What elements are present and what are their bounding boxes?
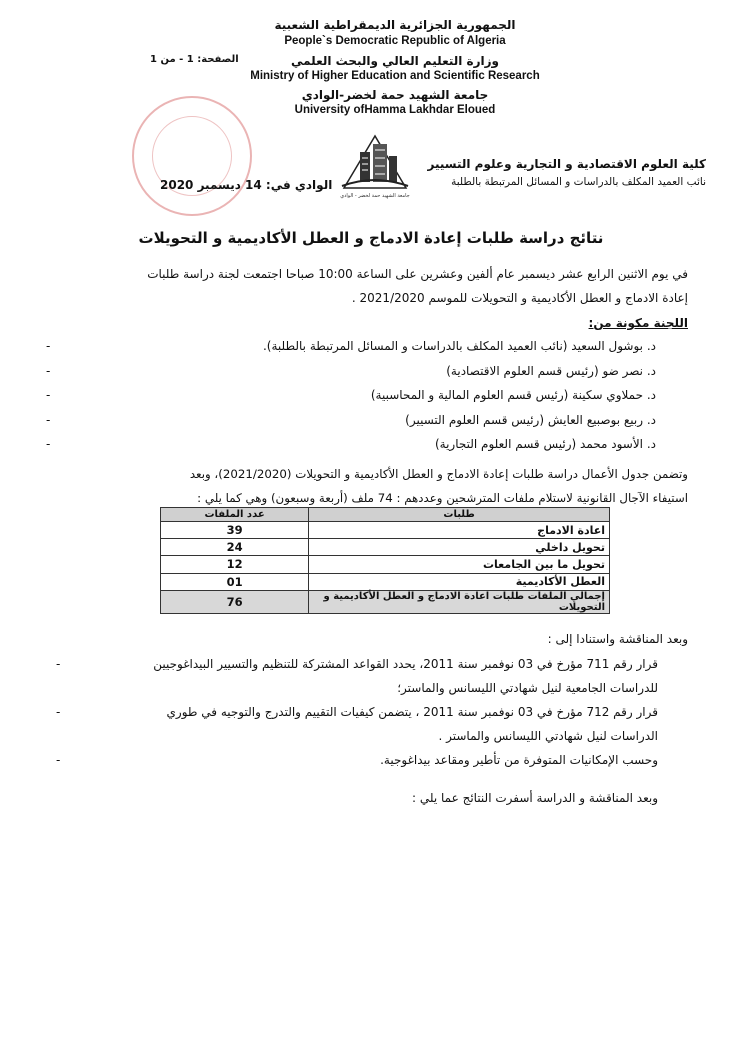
list-item [56, 748, 688, 770]
date-line: الوادي في: 14 ديسمبر 2020 [160, 178, 333, 192]
table-row [161, 539, 610, 556]
table-total-row [161, 590, 610, 613]
list-dash: - [46, 339, 51, 353]
ministry-english: Ministry of Higher Education and Scientific Research [250, 70, 540, 82]
intro-line-1: في يوم الاثنين الرابع عشر ديسمبر عام ألفين وعشرين على الساعة 10:00 صباحا اجتمعت لجنة دراسة طلبات [147, 267, 688, 281]
total-count: 76 [161, 590, 309, 613]
reference-line-2: للدراسات الجامعية لنيل شهادتي الليسانس والماستر؛ [397, 681, 658, 695]
agenda-paragraph [56, 462, 688, 510]
request-name: تحويل داخلي [309, 539, 610, 556]
university-logo [338, 130, 412, 192]
total-label: إجمالي الملفات طلبات اعادة الادماج و العطل الأكاديمية و التحويلات [309, 590, 610, 613]
list-dash: - [46, 363, 51, 378]
ministry-arabic: وزارة التعليم العالي والبحث العلمي [290, 54, 500, 68]
university-arabic: جامعة الشهيد حمة لخضر-الوادي [301, 88, 489, 102]
request-count: 24 [161, 539, 309, 556]
vice-dean-title: نائب العميد المكلف بالدراسات و المسائل المرتبطة بالطلبة [451, 176, 706, 188]
list-dash: - [56, 657, 61, 671]
col-count-header: عدد الملفات [161, 508, 309, 522]
page-number: الصفحة: 1 - من 1 [150, 54, 239, 65]
intro-line-2: إعادة الادماج و العطل الأكاديمية و التحويلات للموسم 2021/2020 . [351, 291, 688, 305]
list-item: د. حملاوي سكينة (رئيس قسم العلوم المالية و المحاسبية) - [76, 383, 656, 408]
request-count: 12 [161, 556, 309, 573]
list-dash: - [46, 412, 51, 427]
request-name: تحويل ما بين الجامعات [309, 556, 610, 573]
list-item [56, 700, 688, 748]
table-row [161, 573, 610, 590]
request-name: اعادة الادماج [309, 522, 610, 539]
list-item: د. ربيع بوصبيع العايش (رئيس قسم العلوم التسيير) - [76, 408, 656, 433]
intro-paragraph [56, 262, 688, 310]
document-title: نتائج دراسة طلبات إعادة الادماج و العطل الأكاديمية و التحويلات [138, 229, 604, 247]
request-name: العطل الأكاديمية [309, 573, 610, 590]
agenda-line-1: وتضمن جدول الأعمال دراسة طلبات إعادة الادماج و العطل الأكاديمية و التحويلات (2021/2020)، وبعد [189, 467, 688, 481]
files-table [160, 507, 610, 614]
republic-english: People`s Democratic Republic of Algeria [284, 35, 506, 47]
list-item: د. نصر ضو (رئيس قسم العلوم الاقتصادية) - [76, 359, 656, 384]
university-english: University ofHamma Lakhdar Eloued [294, 104, 496, 116]
request-count: 01 [161, 573, 309, 590]
reference-line-1: قرار رقم 711 مؤرخ في 03 نوفمبر سنة 2011، يحدد القواعد المشتركة للتنظيم والتسيير البيداغوجيين [153, 657, 658, 671]
list-item [56, 652, 688, 700]
table-row [161, 556, 610, 573]
list-dash: - [46, 388, 51, 402]
list-dash: - [56, 705, 61, 719]
logo-caption: جامعة الشهيد حمة لخضر - الوادي [340, 193, 410, 199]
official-stamp [132, 96, 252, 216]
final-line: وبعد المناقشة و الدراسة أسفرت النتائج عما يلي : [412, 791, 658, 805]
reference-line-1: وحسب الإمكانيات المتوفرة من تأطير ومقاعد بيداغوجية. [380, 753, 658, 767]
list-dash: - [56, 753, 61, 767]
faculty-block [406, 157, 706, 188]
col-requests-header: طلبات [309, 508, 610, 522]
list-item: د. الأسود محمد (رئيس قسم العلوم التجارية) - [76, 432, 656, 457]
faculty-name: كلية العلوم الاقتصادية و التجارية وعلوم التسيير [427, 157, 706, 171]
republic-arabic: الجمهورية الجزائرية الديمقراطية الشعبية [274, 18, 516, 32]
list-dash: - [46, 437, 51, 451]
committee-heading: اللجنة مكونة من: [588, 316, 688, 330]
request-count: 39 [161, 522, 309, 539]
reference-line-1: قرار رقم 712 مؤرخ في 03 نوفمبر سنة 2011 ، يتضمن كيفيات التقييم والتدرج والتوجيه في طوري [166, 705, 658, 719]
after-discussion: وبعد المناقشة واستنادا إلى : [547, 632, 688, 646]
references-list [56, 652, 688, 770]
table-row [161, 522, 610, 539]
agenda-line-2: استيفاء الآجال القانونية لاستلام ملفات المترشحين وعددهم : 74 ملف (أربعة وسبعون) وهي كما يلي : [197, 491, 688, 505]
list-item: د. بوشول السعيد (نائب العميد المكلف بالدراسات و المسائل المرتبطة بالطلبة). - [76, 334, 656, 359]
table-header-row [161, 508, 610, 522]
committee-members [46, 334, 656, 457]
reference-line-2: الدراسات لنيل شهادتي الليسانس والماستر . [438, 729, 658, 743]
